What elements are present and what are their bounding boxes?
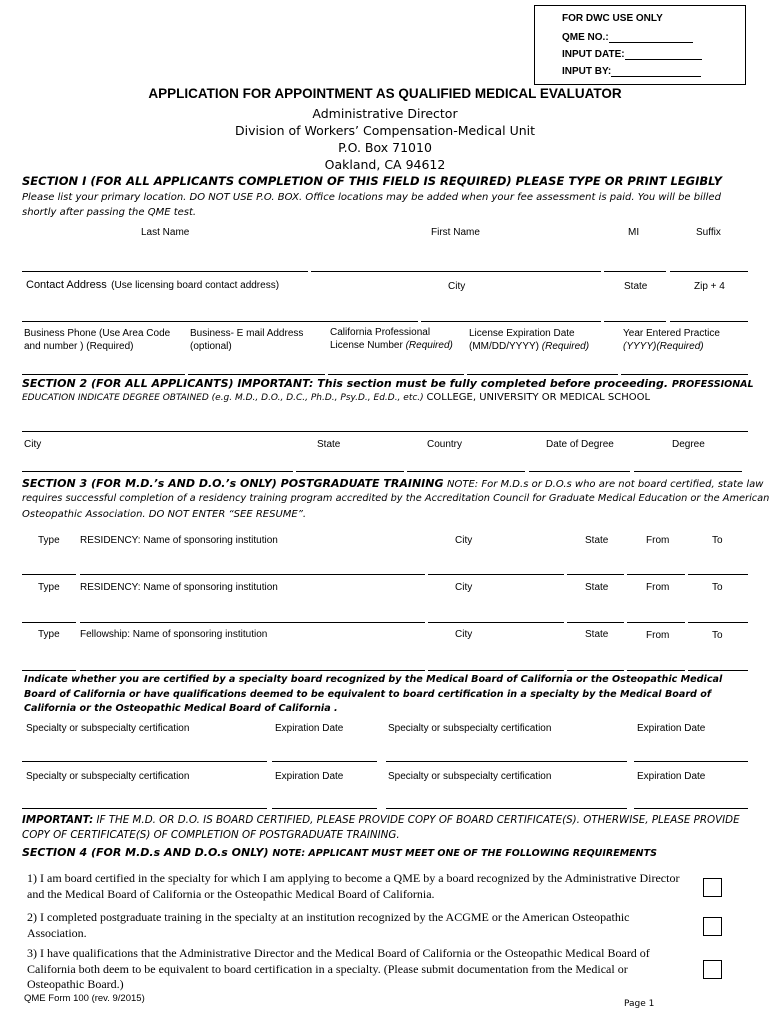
agency-address (0, 105, 770, 173)
res2-city-label: City (455, 582, 473, 593)
section1-heading: SECTION I (FOR ALL APPLICANTS COMPLETION OF THIS FIELD IS REQUIRED) PLEASE TYPE OR PRINT LEGIBLY (22, 174, 722, 188)
section2-education-line: EDUCATION INDICATE DEGREE OBTAINED (e.g. M.D., D.O., D.C., Ph.D., Psy.D., Ed.D., etc.) COLLEGE, UNIVERSITY OR MEDICAL SCHOOL (22, 392, 651, 403)
dwc-use-only-box (534, 5, 746, 85)
edu-city-label: City (24, 439, 42, 450)
section3-line3: Osteopathic Association. DO NOT ENTER “SEE RESUME”. (22, 509, 307, 520)
res1-to-field[interactable] (688, 574, 748, 575)
edu-state-label: State (317, 439, 341, 450)
fellow-state-field[interactable] (567, 670, 624, 671)
expiration-4-field[interactable] (634, 808, 748, 809)
res1-type-label: Type (38, 535, 60, 546)
degree-label: Degree (672, 439, 705, 450)
school-field[interactable] (22, 431, 748, 432)
business-email-field[interactable] (188, 374, 325, 375)
year-entered-field[interactable] (621, 374, 748, 375)
requirement-3-checkbox[interactable] (703, 960, 722, 979)
edu-country-label: Country (427, 439, 463, 450)
res1-to-label: To (712, 535, 723, 546)
res2-institution-field[interactable] (80, 622, 425, 623)
last-name-field[interactable] (22, 271, 308, 272)
requirement-2-text: 2) I completed postgraduate training in the specialty at an institution recognized by the ACGME or the American Osteopathic Association. (27, 910, 630, 940)
res1-state-label: State (585, 535, 609, 546)
date-of-degree-label: Date of Degree (546, 439, 614, 450)
requirement-2-checkbox[interactable] (703, 917, 722, 936)
requirement-3-text: 3) I have qualifications that the Administrative Director and the Medical Board of California or the Osteopathic Medical Board of California both deem to be equivalent to board certification in a specialty. (Please submit documentation from the Medical or Osteopathic Board.) (27, 946, 650, 991)
input-date-field[interactable]: INPUT DATE: (562, 49, 702, 60)
expiration-3-field[interactable] (272, 808, 377, 809)
section3-heading: SECTION 3 (FOR M.D.’s AND D.O.’s ONLY) POSTGRADUATE TRAINING NOTE: For M.D.s or D.O.s who are not board certified, state law (22, 477, 764, 490)
business-phone-label: Business Phone (Use Area Code and number ) (Required) (24, 328, 171, 352)
page-number: Page 1 (624, 999, 655, 1009)
specialty-1-label: Specialty or subspecialty certification (26, 723, 190, 734)
specialty-3-label: Specialty or subspecialty certification (26, 771, 190, 782)
fellow-to-field[interactable] (688, 670, 748, 671)
city-label: City (448, 281, 466, 292)
specialty-2-label: Specialty or subspecialty certification (388, 723, 552, 734)
requirement-1-checkbox[interactable] (703, 878, 722, 897)
expiration-4-label: Expiration Date (637, 771, 706, 782)
fellow-from-label: From (646, 630, 670, 641)
res2-state-label: State (585, 582, 609, 593)
specialty-3-field[interactable] (22, 808, 267, 809)
expiration-2-field[interactable] (634, 761, 748, 762)
res2-from-label: From (646, 582, 670, 593)
section4-heading: SECTION 4 (FOR M.D.s AND D.O.s ONLY) NOTE: APPLICANT MUST MEET ONE OF THE FOLLOWING REQUIREMENTS (22, 846, 657, 859)
fellow-city-field[interactable] (428, 670, 564, 671)
res1-city-field[interactable] (428, 574, 564, 575)
res2-institution-label: RESIDENCY: Name of sponsoring institution (80, 582, 278, 593)
edu-country-field[interactable] (407, 471, 525, 472)
res2-from-field[interactable] (627, 622, 685, 623)
edu-city-field[interactable] (22, 471, 293, 472)
city-field[interactable] (421, 321, 601, 322)
fellow-institution-label: Fellowship: Name of sponsoring institution (80, 629, 268, 640)
fellow-type-field[interactable] (22, 670, 76, 671)
fellow-from-field[interactable] (627, 670, 685, 671)
first-name-field[interactable] (311, 271, 601, 272)
business-phone-field[interactable] (22, 374, 185, 375)
specialty-4-label: Specialty or subspecialty certification (388, 771, 552, 782)
contact-address-field[interactable] (22, 321, 418, 322)
agency-line-2: Division of Workers’ Compensation-Medical Unit (234, 123, 536, 138)
fellow-type-label: Type (38, 629, 60, 640)
state-field[interactable] (604, 321, 666, 322)
last-name-label: Last Name (141, 227, 190, 238)
license-number-label: California Professional License Number (Required) (330, 327, 453, 351)
res1-institution-field[interactable] (80, 574, 425, 575)
dwc-title: FOR DWC USE ONLY (562, 13, 663, 24)
degree-field[interactable] (634, 471, 742, 472)
res1-city-label: City (455, 535, 473, 546)
expiration-2-label: Expiration Date (637, 723, 706, 734)
section1-instructions: Please list your primary location. DO NOT USE P.O. BOX. Office locations may be added when your fee assessment is paid. You will be billed shortly after passing the QME test. (22, 192, 721, 218)
business-email-label: Business- E mail Address (optional) (190, 328, 304, 352)
res2-to-label: To (712, 582, 723, 593)
expiration-3-label: Expiration Date (275, 771, 344, 782)
expiration-1-field[interactable] (272, 761, 377, 762)
zip-field[interactable] (670, 321, 748, 322)
requirement-1-text: 1) I am board certified in the specialty for which I am applying to become a QME by a board recognized by the Administrative Director and the Medical Board of California or the Osteopathic Medical Board of California. (27, 871, 680, 901)
specialty-1-field[interactable] (22, 761, 267, 762)
res1-from-field[interactable] (627, 574, 685, 575)
specialty-4-field[interactable] (386, 808, 627, 809)
res1-type-field[interactable] (22, 574, 76, 575)
res1-state-field[interactable] (567, 574, 624, 575)
contact-address-label: Contact Address (Use licensing board contact address) (26, 279, 280, 291)
section2-heading: SECTION 2 (FOR ALL APPLICANTS) IMPORTANT: This section must be fully completed before proceeding. PROFESSIONAL (22, 377, 754, 390)
agency-line-4: Oakland, CA 94612 (324, 157, 446, 172)
form-id: QME Form 100 (rev. 9/2015) (24, 993, 145, 1004)
board-certification-text: Indicate whether you are certified by a specialty board recognized by the Medical Board of California or the Osteopathic Medical Board of California or have qualifications deemed to be equivalent to board certification in a specialty by the Medical Board of California or the Osteopathic Medical Board of California . (24, 674, 723, 714)
res2-state-field[interactable] (567, 622, 624, 623)
agency-line-1: Administrative Director (312, 106, 458, 121)
suffix-field[interactable] (670, 271, 748, 272)
important-notice: IMPORTANT: IF THE M.D. OR D.O. IS BOARD CERTIFIED, PLEASE PROVIDE COPY OF BOARD CERTIFICATE(S). OTHERWISE, PLEASE PROVIDE COPY OF CERTIFICATE(S) OF COMPLETION OF POSTGRADUATE TRAINING. (22, 814, 740, 841)
suffix-label: Suffix (696, 227, 721, 238)
qme-number-field[interactable]: QME NO.: (562, 32, 693, 43)
license-number-field[interactable] (328, 374, 464, 375)
fellow-to-label: To (712, 630, 723, 641)
mi-label: MI (628, 227, 640, 238)
license-expiration-field[interactable] (467, 374, 618, 375)
expiration-1-label: Expiration Date (275, 723, 344, 734)
form-title: APPLICATION FOR APPOINTMENT AS QUALIFIED MEDICAL EVALUATOR (148, 86, 622, 101)
res2-to-field[interactable] (688, 622, 748, 623)
fellow-state-label: State (585, 629, 609, 640)
state-label: State (624, 281, 648, 292)
date-of-degree-field[interactable] (529, 471, 630, 472)
section3-line2: requires successful completion of a residency training program accredited by the Accreditation Council for Graduate Medical Education or the American (22, 493, 770, 504)
year-entered-label: Year Entered Practice (YYYY)(Required) (623, 328, 720, 352)
license-expiration-label: License Expiration Date (MM/DD/YYYY) (Required) (469, 328, 590, 352)
first-name-label: First Name (431, 227, 480, 238)
edu-state-field[interactable] (296, 471, 404, 472)
res2-type-field[interactable] (22, 622, 76, 623)
res2-type-label: Type (38, 582, 60, 593)
fellow-institution-field[interactable] (80, 670, 425, 671)
fellow-city-label: City (455, 629, 473, 640)
specialty-2-field[interactable] (386, 761, 627, 762)
agency-line-3: P.O. Box 71010 (338, 140, 432, 155)
zip-label: Zip + 4 (694, 281, 725, 292)
res1-from-label: From (646, 535, 670, 546)
input-by-field[interactable]: INPUT BY: (562, 66, 701, 77)
res2-city-field[interactable] (428, 622, 564, 623)
res1-institution-label: RESIDENCY: Name of sponsoring institution (80, 535, 278, 546)
mi-field[interactable] (604, 271, 666, 272)
